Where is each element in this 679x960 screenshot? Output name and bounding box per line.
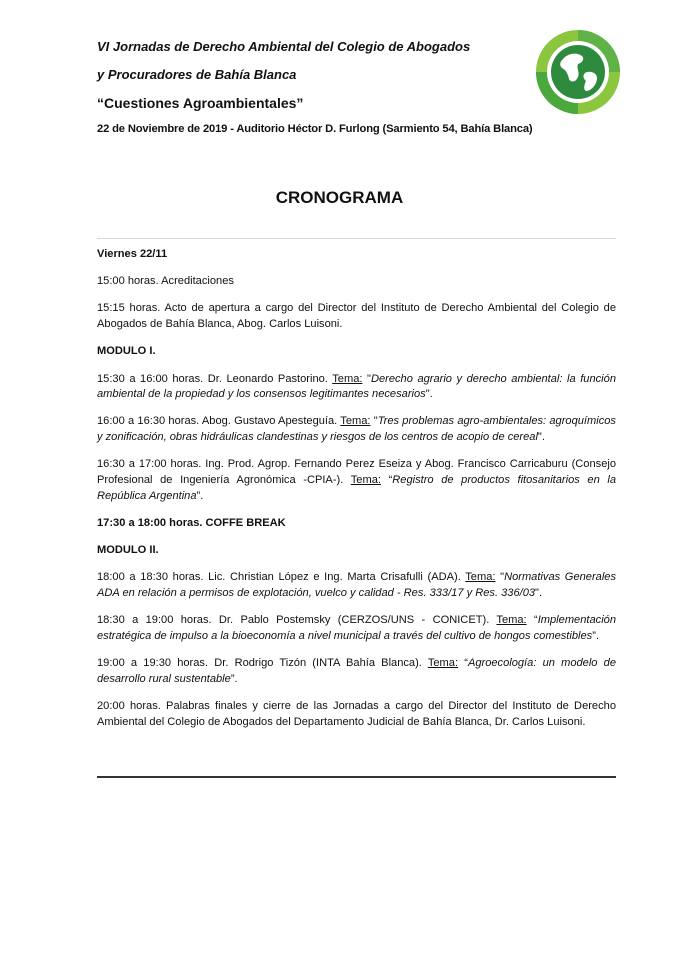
schedule-item-talk-6 bbox=[97, 656, 616, 687]
header-line-2: y Procuradores de Bahía Blanca bbox=[97, 67, 297, 82]
talk-3-quote-open: “ bbox=[380, 474, 393, 487]
page-title: CRONOGRAMA bbox=[275, 188, 404, 207]
coffee-break: 17:30 a 18:00 horas. COFFE BREAK bbox=[97, 516, 286, 529]
talk-1-topic: Derecho agrario y derecho ambiental: la función ambiental de la propiedad y los consensos legitimantes necesarios bbox=[97, 372, 616, 401]
header-subtitle: “Cuestiones Agroambientales” bbox=[97, 95, 304, 111]
talk-2-topic: Tres problemas agro-ambientales: agroquímicos y zonificación, obras hidráulicas clandestinas y riesgos de los centros de acopio de cereal bbox=[97, 415, 616, 444]
talk-4-quote-close: ". bbox=[535, 587, 543, 600]
talk-5-speaker: 18:30 a 19:00 horas. Dr. Pablo Postemsky (CERZOS/UNS - CONICET). bbox=[97, 614, 497, 627]
schedule-item-talk-2 bbox=[97, 414, 616, 445]
talk-3-speaker: 16:30 a 17:00 horas. Ing. Prod. Agrop. Fernando Perez Eseiza y Abog. Francisco Carricaburu (Consejo Profesional de Ingeniería Agronómica -CPIA-). bbox=[97, 458, 616, 487]
header-line-1: VI Jornadas de Derecho Ambiental del Colegio de Abogados bbox=[97, 39, 471, 54]
schedule-item-talk-1 bbox=[97, 372, 616, 403]
globe-logo-icon bbox=[535, 29, 621, 115]
talk-2-topic-label: Tema: bbox=[340, 415, 371, 428]
talk-6-topic: Agroecología: un modelo de desarrollo rural sustentable bbox=[97, 657, 616, 685]
schedule-item-accreditations: 15:00 horas. Acreditaciones bbox=[97, 275, 234, 288]
schedule-item-closing: 20:00 horas. Palabras finales y cierre de las Jornadas a cargo del Director del Instituto de Derecho Ambiental del Colegio de Abogados del Departamento Judicial de Bahía Blanca, Dr. Carlos Luisoni. bbox=[97, 700, 616, 728]
talk-5-quote-close: ”. bbox=[592, 629, 599, 642]
module-1-heading: MODULO I. bbox=[97, 345, 156, 358]
talk-2-quote-open: " bbox=[370, 415, 378, 428]
talk-1-quote-close: ". bbox=[425, 388, 433, 401]
talk-6-speaker: 19:00 a 19:30 horas. Dr. Rodrigo Tizón (INTA Bahía Blanca). bbox=[97, 657, 428, 670]
talk-3-quote-close: ”. bbox=[196, 489, 204, 502]
talk-1-topic-label: Tema: bbox=[332, 372, 363, 385]
schedule-item-opening: 15:15 horas. Acto de apertura a cargo del Director del Instituto de Derecho Ambiental del Colegio de Abogados de Bahía Blanca, Abog. Carlos Luisoni. bbox=[97, 302, 616, 331]
talk-3-topic-label: Tema: bbox=[350, 474, 381, 487]
talk-4-speaker: 18:00 a 18:30 horas. Lic. Christian López e Ing. Marta Crisafulli (ADA). bbox=[97, 571, 466, 584]
talk-6-topic-label: Tema: bbox=[427, 657, 459, 670]
talk-6-quote-close: ”. bbox=[230, 672, 238, 685]
header-date-venue: 22 de Noviembre de 2019 - Auditorio Héctor D. Furlong (Sarmiento 54, Bahía Blanca) bbox=[97, 123, 533, 135]
talk-3-topic: Registro de productos fitosanitarios en la República Argentina bbox=[97, 474, 617, 502]
divider-top bbox=[97, 238, 616, 239]
talk-4-quote-open: " bbox=[495, 571, 505, 584]
talk-1-quote-open: " bbox=[362, 372, 371, 385]
talk-6-quote-open: “ bbox=[458, 657, 468, 670]
talk-5-topic: Implementación estratégica de impulso a la bioeconomía a nivel municipal a través del cultivo de hongos comestibles bbox=[97, 614, 616, 642]
schedule-item-talk-3 bbox=[97, 457, 616, 504]
divider-bottom bbox=[97, 776, 616, 778]
schedule-content bbox=[97, 247, 616, 742]
schedule-item-talk-4 bbox=[97, 570, 616, 601]
schedule-item-talk-5 bbox=[97, 613, 616, 644]
talk-2-quote-close: ". bbox=[537, 431, 545, 444]
talk-5-topic-label: Tema: bbox=[496, 614, 527, 627]
talk-1-speaker: 15:30 a 16:00 horas. Dr. Leonardo Pastorino. bbox=[97, 372, 333, 385]
talk-4-topic-label: Tema: bbox=[465, 571, 496, 584]
document-header bbox=[97, 38, 537, 136]
talk-4-topic: Normativas Generales ADA en relación a permisos de explotación, vuelco y calidad - Res. 333/17 y Res. 336/03 bbox=[97, 571, 616, 600]
talk-5-quote-open: “ bbox=[526, 614, 538, 627]
talk-2-speaker: 16:00 a 16:30 horas. Abog. Gustavo Apesteguía. bbox=[97, 415, 341, 428]
module-2-heading: MODULO II. bbox=[97, 544, 159, 557]
day-heading: Viernes 22/11 bbox=[97, 248, 168, 260]
